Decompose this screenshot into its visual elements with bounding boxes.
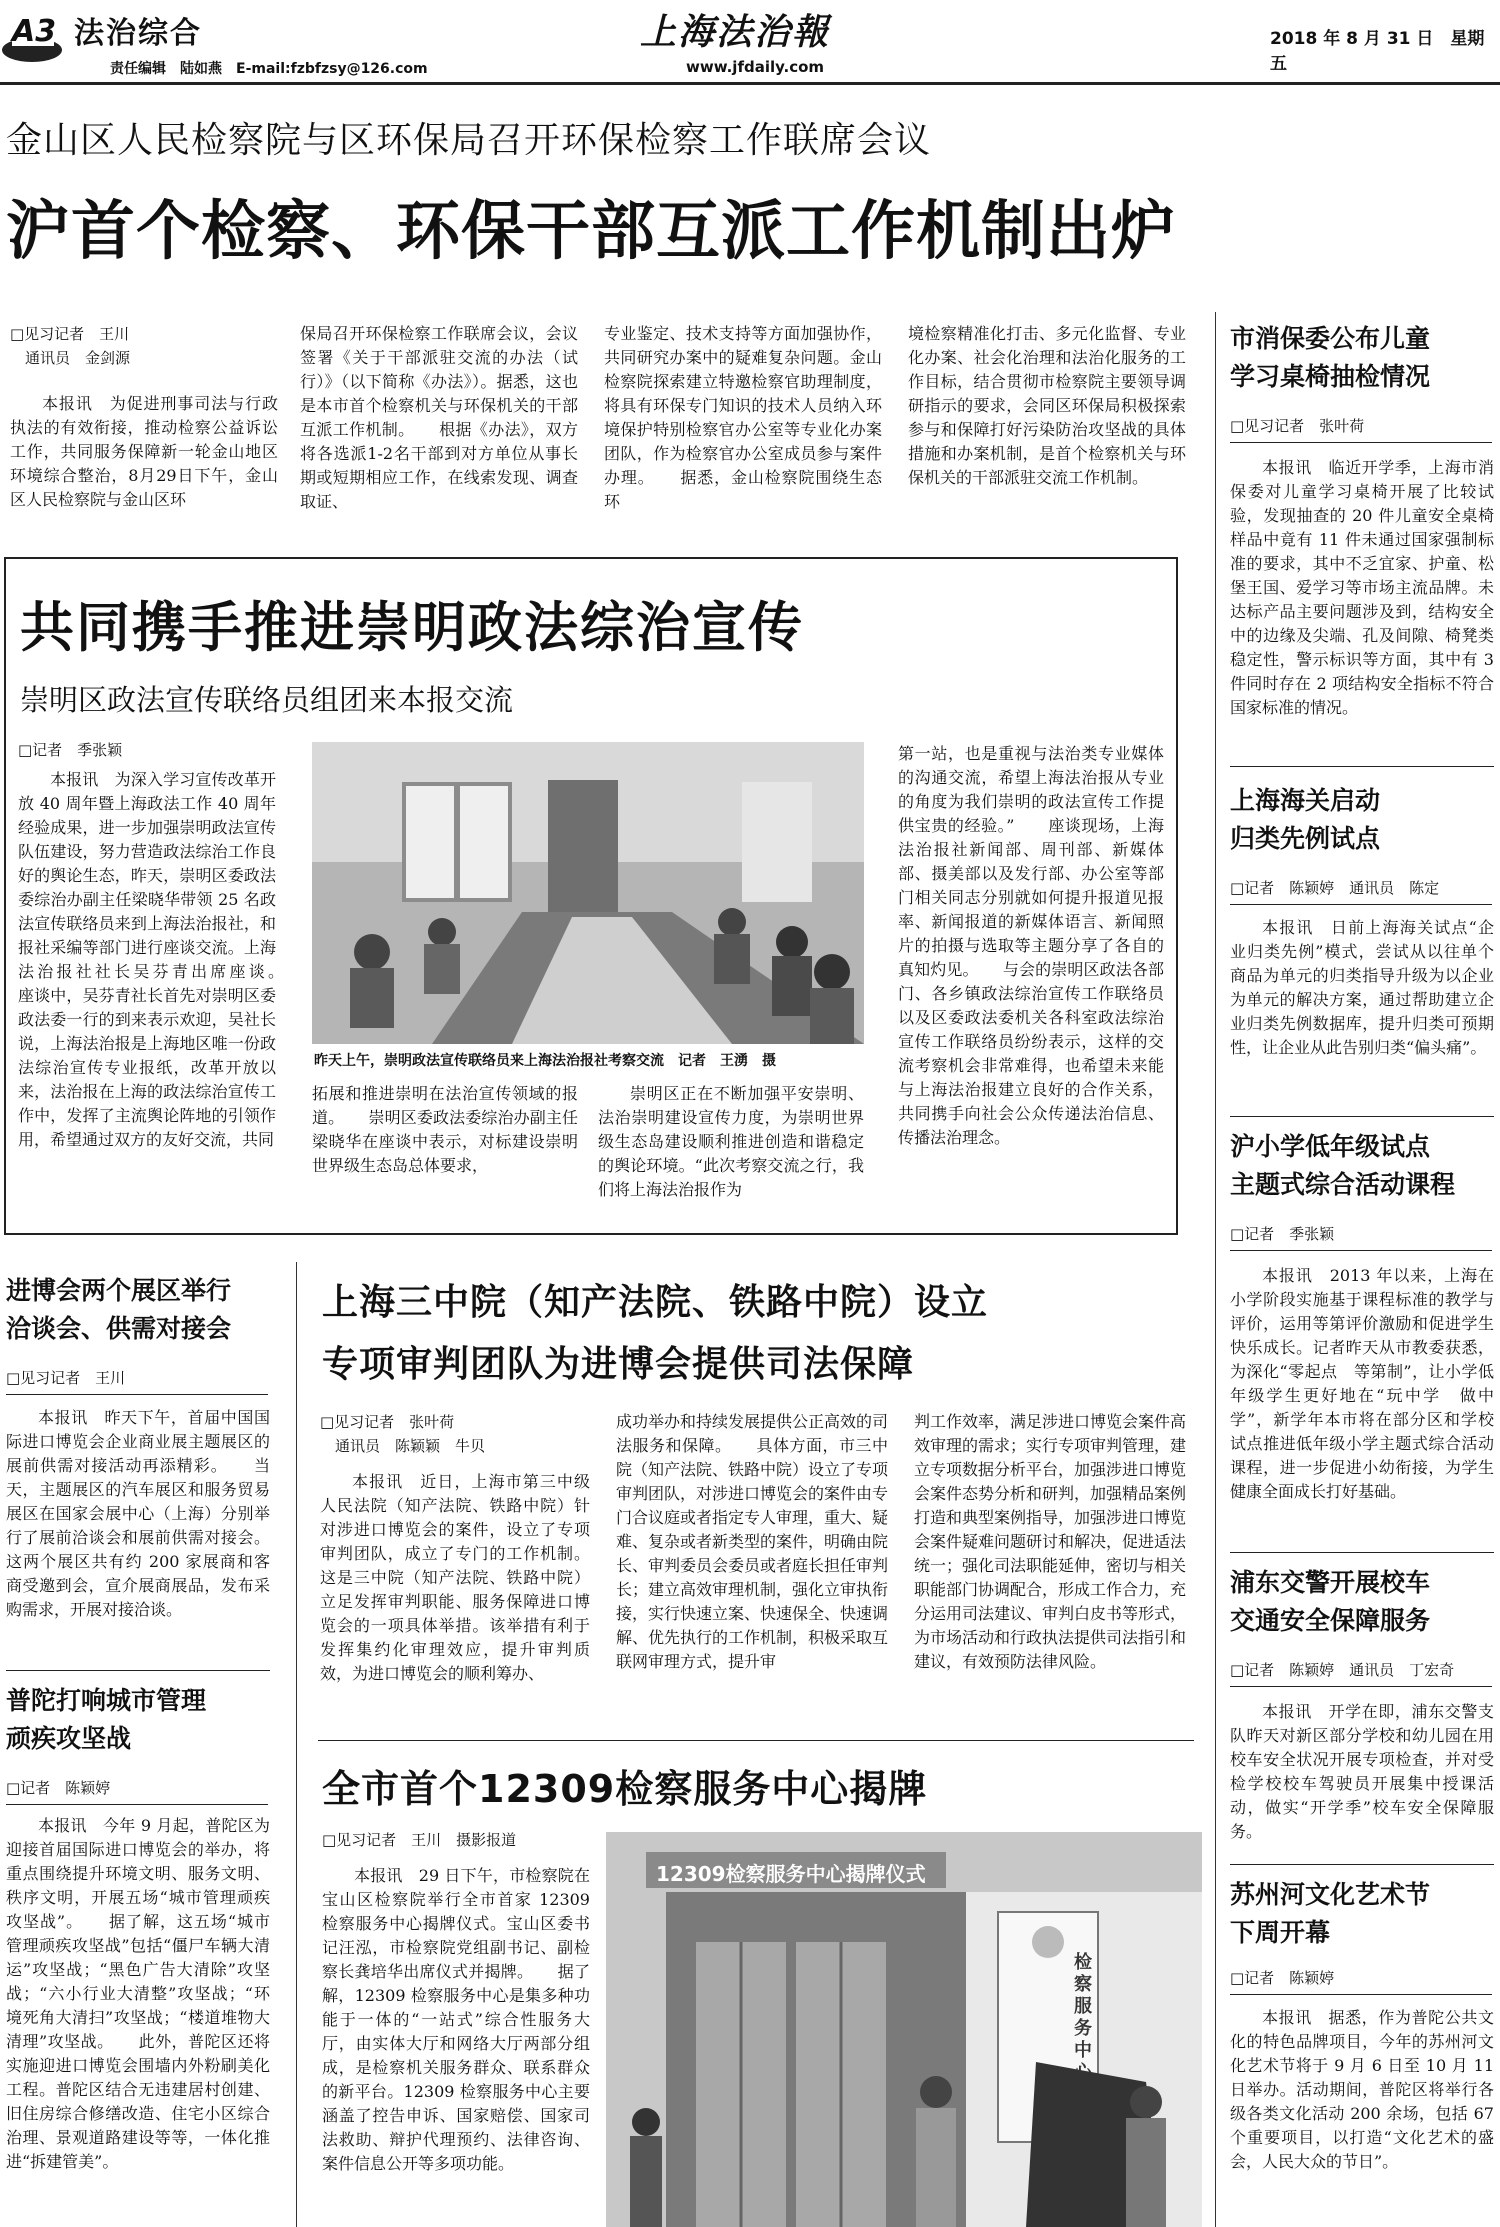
feature-text-2: 拓展和推进崇明在法治宣传领域的报道。 崇明区委政法委综治办副主任梁晓华在座谈中表示，对标建设崇明世界级生态岛总体要求， <box>312 1084 578 1175</box>
masthead-rule <box>0 82 1500 85</box>
lead-text-2: 保局召开环保检察工作联席会议，会议签署《关于干部派驻交流的办法（试行）》（以下简称《办法》）。据悉，这也是本市首个检察机关与环保机关的干部互派工作机制。 根据《办法》，双方将各选派1-2名干部到对方单位从事长期或短期相应工作，在线索发现、调查取证、 <box>300 324 578 511</box>
brief-2-rule <box>1230 904 1492 905</box>
brief-3-top-rule <box>1230 1116 1494 1117</box>
center-top-rule <box>318 1740 1194 1741</box>
feature-column-1 <box>18 768 309 1152</box>
brief-2-body <box>1230 916 1494 1060</box>
lead-column-4 <box>908 322 1186 490</box>
brief-4-body <box>1230 1700 1494 1844</box>
feature-column-2 <box>312 1082 578 1178</box>
section-title: 法治综合 <box>74 16 202 51</box>
brief-5-text: 本报讯 据悉，作为普陀公共文化的特色品牌项目，今年的苏州河文化艺术节将于 9 月 6 日至 10 月 11 日举办。活动期间，普陀区将举行各级各类文化活动 200 余场，包括 67 个重要项目，以打造“文化艺术的盛会，人民大众的节日”。 <box>1230 2008 1494 2171</box>
feature-column-3 <box>598 1082 864 1202</box>
expo-talks-text: 本报讯 昨天下午，首届中国国际进口博览会企业商业展主题展区的展前供需对接活动再添精彩。 当天，主题展区的汽车展区和服务贸易展区在国家会展中心（上海）分别举行了展前洽谈会和展前供需对接会。这两个展区共有约 200 家展商和客商受邀到会，宣介展商展品，发布采购需求，开展对接洽谈。 <box>6 1408 270 1619</box>
putuo-body <box>6 1814 270 2174</box>
expo-column-2 <box>616 1410 888 1674</box>
expo-talks-body <box>6 1406 270 1622</box>
brief-1-title-line2: 学习桌椅抽检情况 <box>1230 362 1431 391</box>
paper-url[interactable]: www.jfdaily.com <box>686 58 825 76</box>
expo-headline-1: 上海三中院（知产法院、铁路中院）设立 <box>322 1282 989 1323</box>
lead-column-2 <box>300 322 578 514</box>
brief-5-byline: □记者 陈颖婷 <box>1230 1969 1335 1987</box>
meeting-room-illustration <box>312 742 864 1044</box>
page-badge <box>2 6 62 62</box>
center-text: 本报讯 29 日下午，市检察院在宝山区检察院举行全市首家 12309 检察服务中心揭牌仪式。宝山区委书记汪泓，市检察院党组副书记、副检察长龚培华出席仪式并揭牌。 据了解，12309 检察服务中心是集多种功能于一体的“一站式”综合性服务大厅，由实体大厅和网络大厅两部分组成，是检察机关服务群众、联系群众的新平台。12309 检察服务中心主要涵盖了控告申诉、国家赔偿、国家司法救助、辩护代理预约、法律咨询、案件信息公开等多项功能。 <box>322 1866 590 2173</box>
brief-4-byline: □记者 陈颖婷 通讯员 丁宏奇 <box>1230 1661 1455 1679</box>
putuo-title-line2: 顽疾攻坚战 <box>6 1724 132 1753</box>
putuo-title <box>6 1682 206 1758</box>
expo-byline: □见习记者 张叶荷 <box>320 1413 455 1431</box>
brief-5-title-line2: 下周开幕 <box>1230 1918 1331 1947</box>
left-column-divider <box>296 1262 297 2227</box>
feature-headline: 共同携手推进崇明政法综治宣传 <box>20 596 804 659</box>
unveiling-plaque: 检察服务中心 <box>1074 1952 1092 2083</box>
lead-text-3: 专业鉴定、技术支持等方面加强协作，共同研究办案中的疑难复杂问题。金山检察院探索建立特邀检察官助理制度，将具有环保专门知识的技术人员纳入环境保护特别检察官办公室等专业化办案团队，作为检察官办公室成员参与案件办理。 据悉，金山检察院围绕生态环 <box>604 324 882 511</box>
brief-4-rule <box>1230 1686 1492 1687</box>
meeting-photo <box>312 742 864 1044</box>
expo-talks-title <box>6 1272 231 1348</box>
brief-1-byline: □见习记者 张叶荷 <box>1230 417 1365 435</box>
brief-4-top-rule <box>1230 1552 1494 1553</box>
expo-headline-2: 专项审判团队为进博会提供司法保障 <box>322 1344 915 1385</box>
lead-text-4: 境检察精准化打击、多元化监督、专业化办案、社会化治理和法治化服务的工作目标，结合贯彻市检察院主要领导调研指示的要求，会同区环保局积极探索参与和保障打好污染防治攻坚战的具体措施和办案机制，是首个检察机关与环保机关的干部派驻交流工作机制。 <box>908 324 1186 487</box>
brief-3-title-line1: 沪小学低年级试点 <box>1230 1132 1431 1161</box>
lead-byline-2: 通讯员 金剑源 <box>10 349 131 367</box>
expo-column-1 <box>320 1410 590 1686</box>
photo-caption: 昨天上午，崇明政法宣传联络员来上海法治报社考察交流 记者 王湧 摄 <box>314 1053 776 1069</box>
left-section-rule <box>6 1670 270 1671</box>
brief-4-text: 本报讯 开学在即，浦东交警支队昨天对新区部分学校和幼儿园在用校车安全状况开展专项检查，并对受检学校校车驾驶员开展集中授课活动，做实“开学季”校车安全保障服务。 <box>1230 1702 1494 1841</box>
brief-1-title-line1: 市消保委公布儿童 <box>1230 324 1431 353</box>
brief-2-byline: □记者 陈颖婷 通讯员 陈定 <box>1230 879 1440 897</box>
paper-name: 上海法治報 <box>640 11 831 53</box>
putuo-text: 本报讯 今年 9 月起，普陀区为迎接首届国际进口博览会的举办，将重点围绕提升环境文明、服务文明、秩序文明，开展五场“城市管理顽疾攻坚战”。 据了解，这五场“城市管理顽疾攻坚战”包括“僵尸车辆大清运”攻坚战；“黑色广告大清除”攻坚战；“六小行业大清整”攻坚战；“环境死角大清扫”攻坚战；“楼道堆物大清理”攻坚战。 此外，普陀区还将实施迎进口博览会围墙内外粉刷美化工程。普陀区结合无违建居村创建、旧住房综合修缮改造、住宅小区综合治理、景观道路建设等等，一体化推进“拆建管美”。 <box>6 1816 270 2171</box>
lead-byline: □见习记者 王川 <box>10 325 130 343</box>
putuo-rule <box>6 1804 268 1805</box>
brief-2-text: 本报讯 日前上海海关试点“企业归类先例”模式，尝试从以往单个商品为单元的归类指导升级为以企业为单元的解决方案，通过帮助建立企业归类先例数据库，提升归类可预期性，让企业从此告别归类“偏头痛”。 <box>1230 918 1494 1057</box>
expo-talks-title-line1: 进博会两个展区举行 <box>6 1276 232 1305</box>
unveiling-photo <box>606 1832 1202 2227</box>
lead-column-1 <box>10 322 278 512</box>
brief-1-rule <box>1230 442 1492 443</box>
unveiling-sign: 12309检察服务中心揭牌仪式 <box>656 1862 926 1886</box>
center-body <box>322 1864 590 2176</box>
lead-headline: 沪首个检察、环保干部互派工作机制出炉 <box>6 195 1176 269</box>
brief-3-title <box>1230 1128 1455 1204</box>
center-byline: □见习记者 王川 摄影报道 <box>322 1831 517 1849</box>
lead-column-3 <box>604 322 882 514</box>
brief-3-rule <box>1230 1250 1492 1251</box>
brief-1-body <box>1230 456 1494 720</box>
putuo-byline: □记者 陈颖婷 <box>6 1779 111 1797</box>
brief-1-text: 本报讯 临近开学季，上海市消保委对儿童学习桌椅开展了比较试验，发现抽查的 20 件儿童安全桌椅样品中竟有 11 件未通过国家强制标准的要求，其中不乏宜家、护童、松堡王国、爱学习等市场主流品牌。未达标产品主要问题涉及到，结构安全中的边缘及尖端、孔及间隙、椅凳类稳定性，警示标识等方面，其中有 3 件同时存在 2 项结构安全指标不符合国家标准的情况。 <box>1230 458 1494 717</box>
lead-kicker: 金山区人民检察院与区环保局召开环保检察工作联席会议 <box>6 120 932 161</box>
brief-5-body <box>1230 2006 1494 2174</box>
unveiling-illustration <box>606 1832 1202 2227</box>
brief-2-title-line1: 上海海关启动 <box>1230 786 1381 815</box>
center-headline: 全市首个12309检察服务中心揭牌 <box>322 1767 928 1811</box>
brief-5-title <box>1230 1876 1430 1952</box>
expo-text-3: 判工作效率，满足涉进口博览会案件高效审理的需求；实行专项审判管理，建立专项数据分析平台，加强涉进口博览会案件态势分析和研判，加强精品案例打造和典型案例指导，加强涉进口博览会案件疑难问题研讨和解决，促进适法统一；强化司法职能延伸，密切与相关职能部门协调配合，形成工作合力，充分运用司法建议、审判白皮书等形式，为市场活动和行政执法提供司法指引和建议，有效预防法律风险。 <box>914 1412 1187 1671</box>
lead-text-1: 本报讯 为促进刑事司法与行政执法的有效衔接，推动检察公益诉讼工作，共同服务保障新一轮金山地区环境综合整治，8月29日下午，金山区人民检察院与金山区环 <box>10 394 278 509</box>
feature-column-4 <box>898 742 1164 1150</box>
expo-text-2: 成功举办和持续发展提供公正高效的司法服务和保障。 具体方面，市三中院（知产法院、铁路中院）设立了专项审判团队，对涉进口博览会的案件由专门合议庭或者指定专人审理，重大、疑难、复杂或者新类型的案件，明确由院长、审判委员会委员或者庭长担任审判长；建立高效审理机制，强化立审执衔接，实行快速立案、快速保全、快速调解、优先执行的工作机制，积极采取互联网审理方式，提升审 <box>616 1412 889 1671</box>
expo-talks-title-line2: 洽谈会、供需对接会 <box>6 1314 232 1343</box>
expo-column-3 <box>914 1410 1186 1674</box>
brief-3-title-line2: 主题式综合活动课程 <box>1230 1170 1456 1199</box>
feature-text-4: 第一站，也是重视与法治类专业媒体的沟通交流，希望上海法治报从专业的角度为我们崇明的政法宣传工作提供宝贵的经验。” 座谈现场，上海法治报社新闻部、周刊部、新媒体部、摄美部以及发行部、办公室等部门相关同志分别就如何提升报道见报率、新闻报道的新媒体语言、新闻照片的拍摄与选取等主题分享了各自的真知灼见。 与会的崇明区政法各部门、各乡镇政法综治宣传工作联络员以及区委政法委机关各科室政法综治宣传工作联络员纷纷表示，这样的交流考察机会非常难得，也希望未来能与上海法治报建立良好的合作关系，共同携手向社会公众传递法治信息、传播法治理念。 <box>898 744 1164 1147</box>
brief-5-top-rule <box>1230 1864 1494 1865</box>
expo-byline-2: 通讯员 陈颖颖 牛贝 <box>320 1437 486 1455</box>
brief-5-title-line1: 苏州河文化艺术节 <box>1230 1880 1431 1909</box>
brief-4-title-line1: 浦东交警开展校车 <box>1230 1568 1431 1597</box>
feature-subhead: 崇明区政法宣传联络员组团来本报交流 <box>20 683 514 717</box>
brief-3-text: 本报讯 2013 年以来，上海在小学阶段实施基于课程标准的教学与评价，运用等第评价激励和促进学生快乐成长。记者昨天从市教委获悉，为深化“零起点 等第制”，让小学低年级学生更好地在“玩中学 做中学”，新学年本市将在部分区和学校试点推进低年级小学主题式综合活动课程，进一步促进小幼衔接，为学生健康全面成长打好基础。 <box>1230 1266 1494 1501</box>
brief-3-byline: □记者 季张颖 <box>1230 1225 1335 1243</box>
putuo-title-line1: 普陀打响城市管理 <box>6 1686 207 1715</box>
brief-2-title-line2: 归类先例试点 <box>1230 824 1381 853</box>
brief-2-top-rule <box>1230 766 1494 767</box>
expo-talks-byline: □见习记者 王川 <box>6 1369 126 1387</box>
brief-3-body <box>1230 1264 1494 1504</box>
issue-date: 2018 年 8 月 31 日 星期五 <box>1270 29 1485 74</box>
brief-4-title-line2: 交通安全保障服务 <box>1230 1606 1431 1635</box>
brief-2-title <box>1230 782 1380 858</box>
right-column-divider <box>1215 312 1216 2227</box>
expo-talks-rule <box>6 1394 268 1395</box>
editor-line: 责任编辑 陆如燕 E-mail:fzbfzsy@126.com <box>110 61 428 77</box>
feature-byline: □记者 季张颖 <box>18 741 123 759</box>
brief-5-rule <box>1230 1994 1492 1995</box>
brief-1-title <box>1230 320 1430 396</box>
brief-4-title <box>1230 1564 1430 1640</box>
feature-text-3: 崇明区正在不断加强平安崇明、法治崇明建设宣传力度，为崇明世界级生态岛建设顺利推进创造和谐稳定的舆论环境。“此次考察交流之行，我们将上海法治报作为 <box>598 1084 864 1199</box>
page-number: A3 <box>12 14 57 49</box>
expo-text-1: 本报讯 近日，上海市第三中级人民法院（知产法院、铁路中院）针对涉进口博览会的案件，设立了专项审判团队，成立了专门的工作机制。这是三中院（知产法院、铁路中院）立足发挥审判职能、服务保障进口博览会的一项具体举措。该举措有利于发挥集约化审理效应，提升审判质效，为进口博览会的顺利筹办、 <box>320 1472 590 1683</box>
feature-text-1: 本报讯 为深入学习宣传改革开放 40 周年暨上海政法工作 40 周年经验成果，进一步加强崇明政法宣传队伍建设，努力营造政法综治工作良好的舆论生态，昨天，崇明区委政法委综治办副主任梁晓华带领 25 名政法宣传联络员来到上海法治报社，和报社采编等部门进行座谈交流。上海法治报社社长吴芬青出席座谈。 座谈中，吴芬青社长首先对崇明区委政法委一行的到来表示欢迎，吴社长说，上海法治报是上海地区唯一份政法综治宣传专业报纸，改革开放以来，法治报在上海的政法综治宣传工作中，发挥了主流舆论阵地的引领作用，希望通过双方的友好交流，共同 <box>18 770 309 1149</box>
